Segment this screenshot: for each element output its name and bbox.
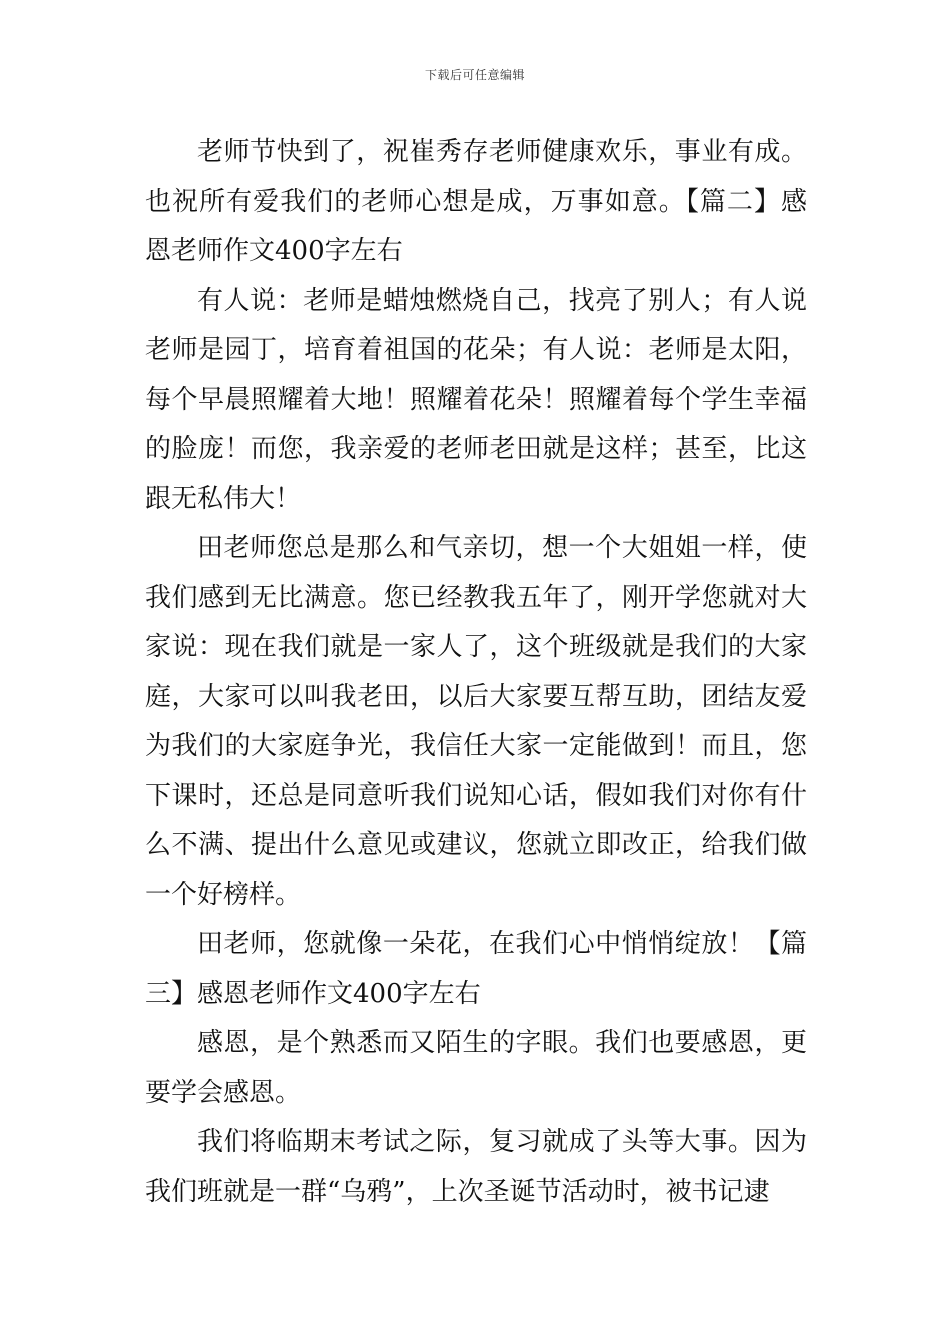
document-body <box>145 128 807 1217</box>
paragraph-6: 我们将临期末考试之际，复习就成了头等大事。因为我们班就是一群“乌鸦”，上次圣诞节活动时，被书记逮 <box>145 1127 807 1207</box>
paragraph-2: 有人说：老师是蜡烛燃烧自己，找亮了别人；有人说老师是园丁，培育着祖国的花朵；有人说：老师是太阳，每个早晨照耀着大地！照耀着花朵！照耀着每个学生幸福的脸庞！而您，我亲爱的老师老田就是这样；甚至，比这跟无私伟大！ <box>145 285 807 514</box>
page-header: 下载后可任意编辑 <box>424 68 525 82</box>
paragraph-4: 田老师，您就像一朵花，在我们心中悄悄绽放！【篇三】感恩老师作文400字左右 <box>145 929 807 1009</box>
paragraph-3: 田老师您总是那么和气亲切，想一个大姐姐一样，使我们感到无比满意。您已经教我五年了，刚开学您就对大家说：现在我们就是一家人了，这个班级就是我们的大家庭，大家可以叫我老田，以后大家要互帮互助，团结友爱为我们的大家庭争光，我信任大家一定能做到！而且，您下课时，还总是同意听我们说知心话，假如我们对你有什么不满、提出什么意见或建议，您就立即改正，给我们做一个好榜样。 <box>145 533 807 910</box>
paragraph-1: 老师节快到了，祝崔秀存老师健康欢乐，事业有成。也祝所有爱我们的老师心想是成，万事如意。【篇二】感恩老师作文400字左右 <box>145 137 807 266</box>
paragraph-5: 感恩，是个熟悉而又陌生的字眼。我们也要感恩，更要学会感恩。 <box>145 1028 807 1108</box>
